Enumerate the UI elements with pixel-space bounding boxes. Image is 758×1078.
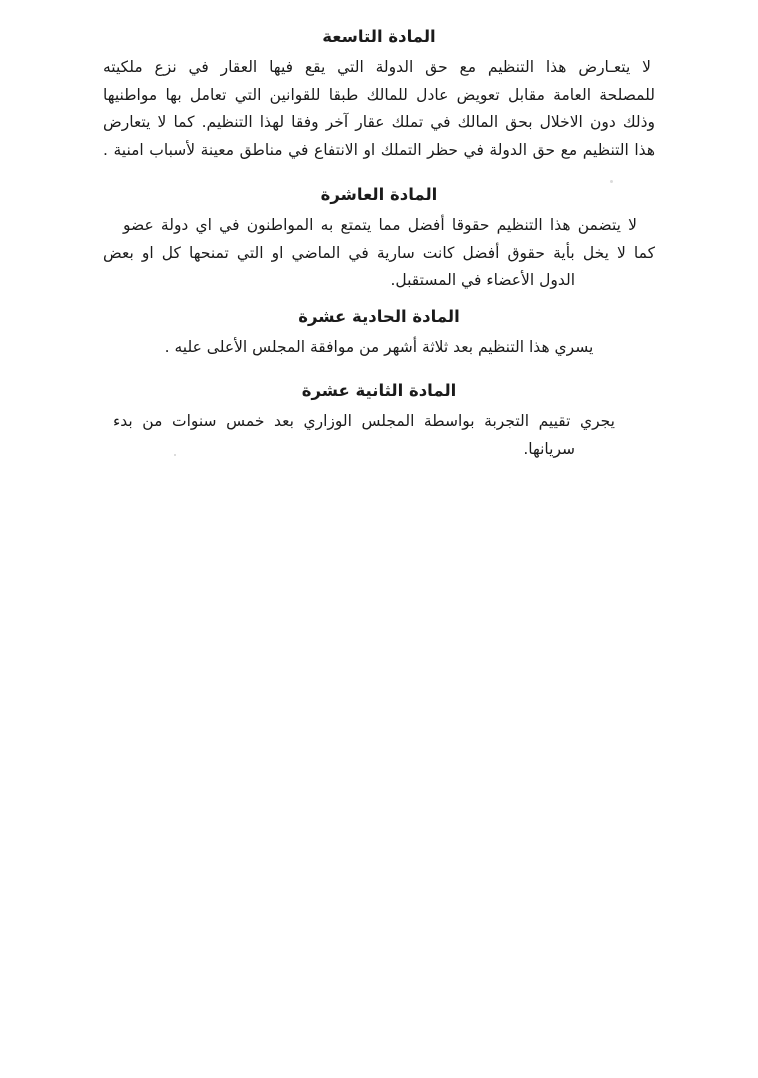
article-10-heading: المادة العاشرة: [320, 185, 438, 204]
text-line: يسري هذا التنظيم بعد ثلاثة أشهر من موافقة المجلس الأعلى عليه .: [164, 337, 594, 356]
text-line: لا يتضمن هذا التنظيم حقوقا أفضل مما يتمتع به المواطنون في اي دولة عضو: [123, 216, 637, 234]
article-10-paragraph: [103, 212, 655, 295]
article-11-paragraph: [103, 334, 655, 362]
article-9-heading: المادة التاسعة: [322, 27, 436, 46]
article-11: [103, 306, 655, 362]
text-line: للمصلحة العامة مقابل تعويض عادل للمالك طبقا للقوانين التي تعامل بها مواطنيها: [103, 85, 655, 104]
article-12-paragraph: [103, 408, 655, 463]
text-line: الدول الأعضاء في المستقبل.: [390, 271, 575, 289]
scan-speck: [174, 454, 176, 456]
article-9-paragraph: [103, 54, 655, 164]
article-12-heading: المادة الثانية عشرة: [301, 381, 457, 400]
text-line: سريانها.: [523, 439, 575, 458]
page-content: [103, 26, 655, 463]
scan-speck: [610, 180, 613, 183]
text-line: هذا التنظيم مع حق الدولة في حظر التملك او الانتفاع في مناطق معينة لأسباب امنية .: [103, 140, 655, 159]
article-12: [103, 380, 655, 463]
article-10: [103, 184, 655, 295]
article-9: [103, 26, 655, 164]
text-line: لا يتعـارض هذا التنظيم مع حق الدولة التي يقع فيها العقار في نزع ملكيته: [103, 58, 651, 76]
text-line: كما لا يخل بأية حقوق أفضل كانت سارية في الماضي او التي تمنحها كل او بعض: [103, 243, 655, 262]
article-11-heading: المادة الحادية عشرة: [298, 306, 460, 326]
text-line: وذلك دون الاخلال بحق المالك في تملك عقار آخر وفقا لهذا التنظيم. كما لا يتعارض: [103, 113, 655, 131]
text-line: يجري تقييم التجربة بواسطة المجلس الوزاري بعد خمس سنوات من بدء: [113, 412, 615, 430]
